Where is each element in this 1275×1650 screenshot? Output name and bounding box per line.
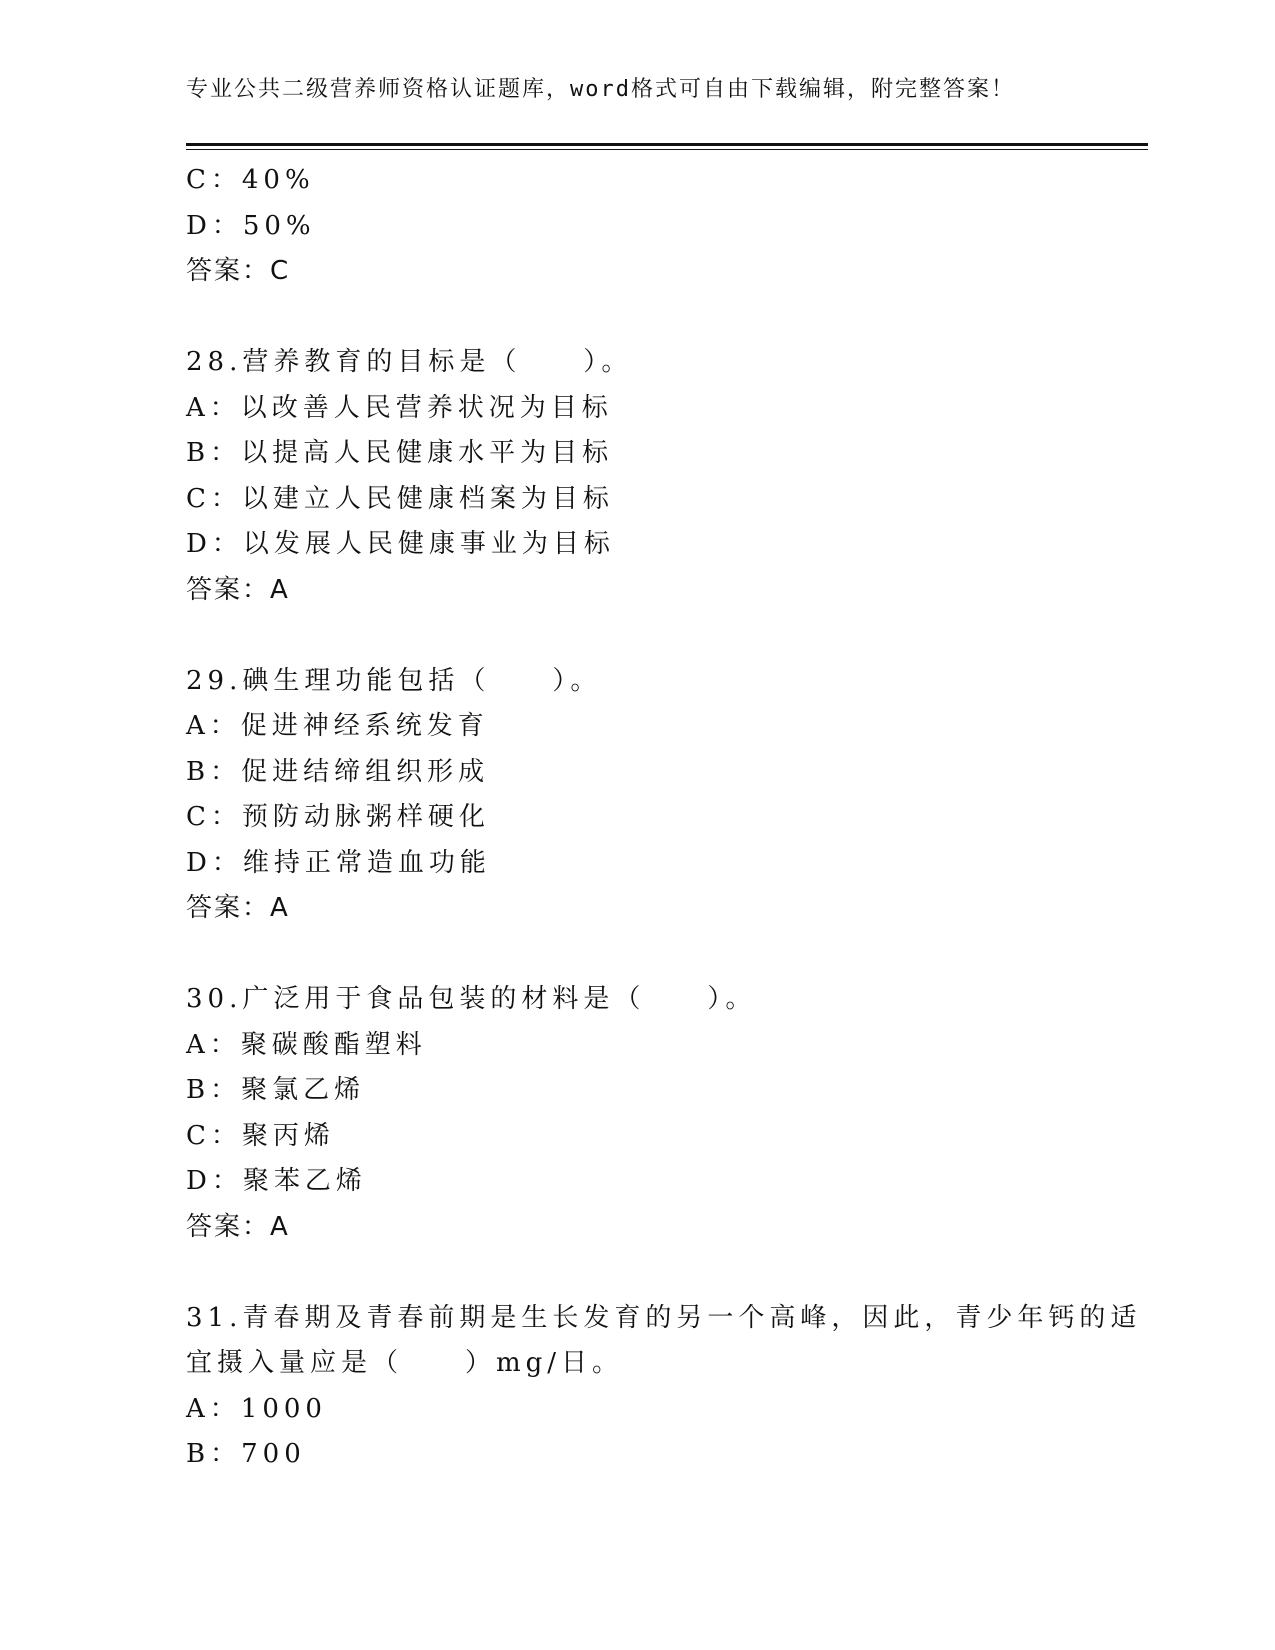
option-line: B：促进结缔组织形成: [186, 756, 490, 787]
question-text: 31.青春期及青春前期是生长发育的另一个高峰，因此，青少年钙的适: [186, 1302, 1142, 1333]
option-line: D：聚苯乙烯: [186, 1166, 367, 1196]
page-header: 专业公共二级营养师资格认证题库，word格式可自由下载编辑，附完整答案！: [186, 77, 1015, 102]
option-line: B：700: [186, 1439, 306, 1469]
answer-line: 答案：A: [186, 1211, 290, 1242]
question-text: 30.广泛用于食品包装的材料是（ ）。: [186, 984, 757, 1014]
blank-line: [186, 1250, 1086, 1296]
option-line: D：维持正常造血功能: [186, 847, 491, 878]
answer-line: 答案：A: [186, 574, 290, 605]
option-line: C：以建立人民健康档案为目标: [186, 483, 614, 514]
option-line: A：1000: [186, 1393, 327, 1424]
blank-line: [186, 613, 1086, 659]
question-text: 29.碘生理功能包括（ ）。: [186, 665, 602, 696]
option-line: C：40%: [186, 165, 315, 195]
option-line: A：聚碳酸酯塑料: [186, 1029, 427, 1060]
option-line: B：以提高人民健康水平为目标: [186, 438, 614, 468]
option-line: D：50%: [186, 210, 316, 241]
answer-line: 答案：C: [186, 256, 291, 286]
header-rule-thick: [186, 143, 1148, 146]
question-text: 28.营养教育的目标是（ ）。: [186, 347, 633, 377]
option-line: B：聚氯乙烯: [186, 1075, 366, 1105]
option-line: A：以改善人民营养状况为目标: [186, 392, 613, 423]
question-text: 宜摄入量应是（ ）mg/日。: [186, 1348, 624, 1378]
option-line: A：促进神经系统发育: [186, 711, 489, 741]
question-content: [186, 158, 1142, 1478]
option-line: C：聚丙烯: [186, 1120, 335, 1151]
blank-line: [186, 295, 1086, 341]
blank-line: [186, 932, 1086, 978]
option-line: C：预防动脉粥样硬化: [186, 802, 490, 832]
answer-line: 答案：A: [186, 893, 290, 923]
header-rule-thin: [186, 149, 1148, 150]
option-line: D：以发展人民健康事业为目标: [186, 529, 615, 559]
